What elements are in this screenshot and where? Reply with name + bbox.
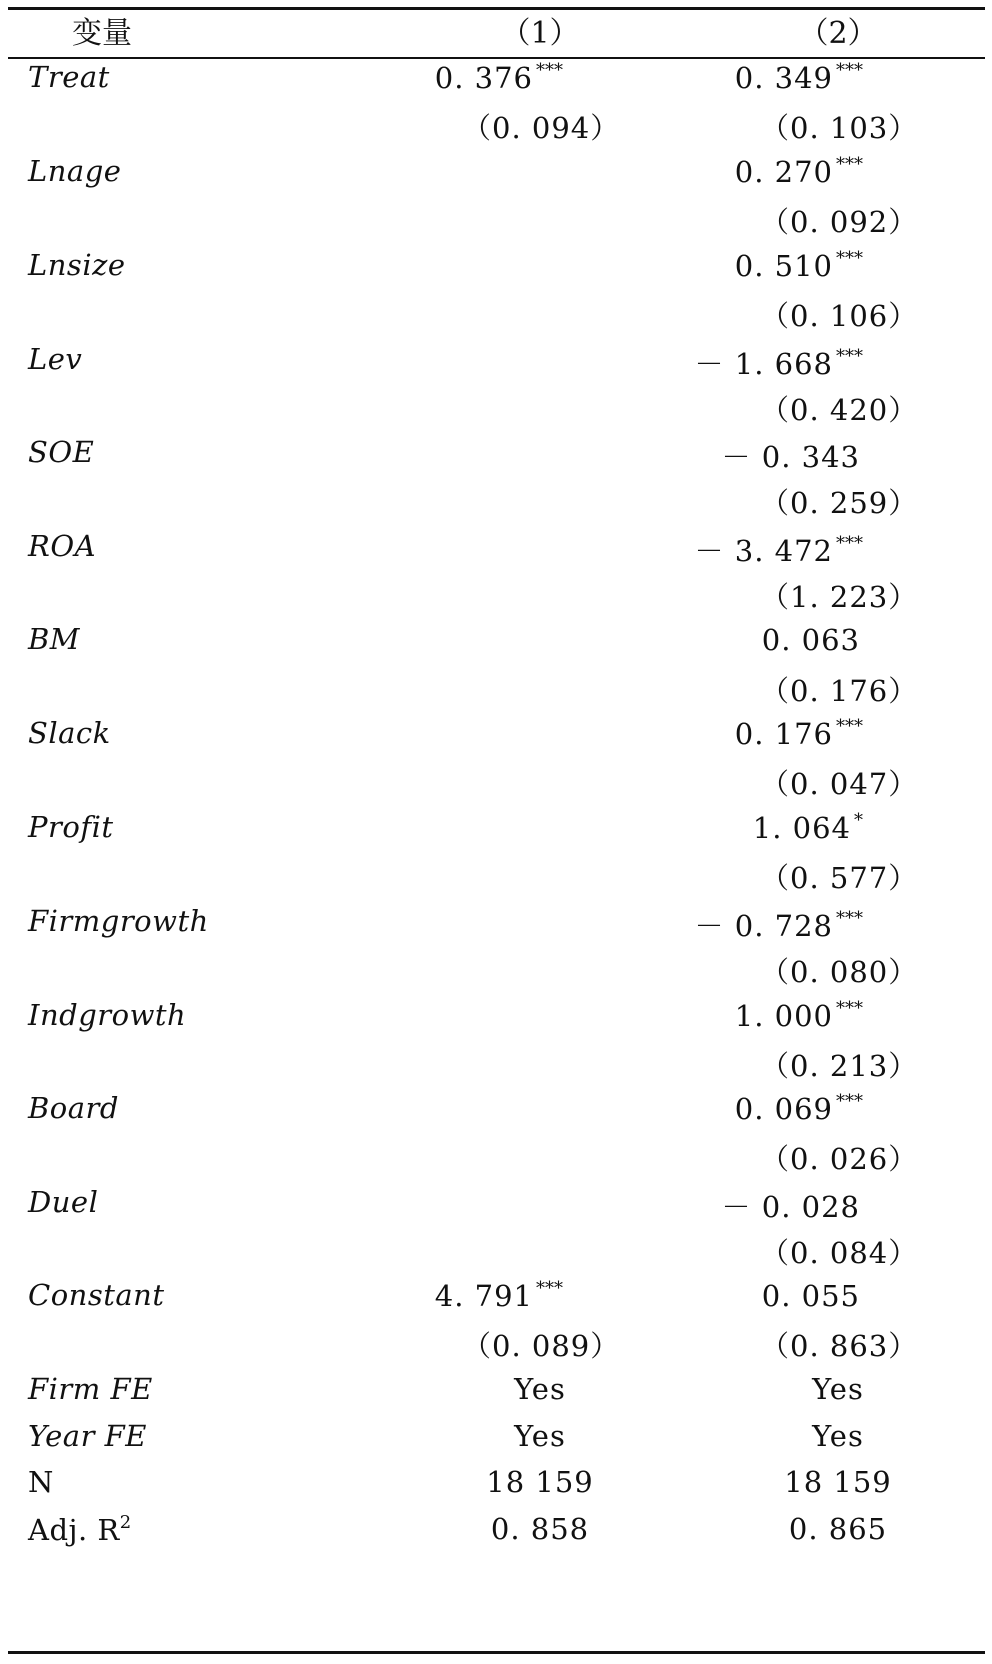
adj-r2-col-2: 0. 865 [788,1512,888,1546]
coef-col-2: 0. 069 *** [734,1091,863,1126]
header-col-1: （1） [500,16,580,51]
row-label: BM [28,622,81,656]
table-row-se [0,669,992,719]
table-row [0,529,992,579]
coef-col-2: 1. 000 *** [734,998,863,1033]
table-header-rule [8,57,985,59]
se-col-2: （0. 213） [760,1049,919,1083]
row-label: Year FE [28,1419,147,1453]
se-col-2: （0. 106） [760,299,919,333]
row-label: SOE [28,435,95,469]
table-row-se [0,856,992,906]
year-fe-col-1: Yes [514,1419,566,1453]
coef-col-2: － 0. 728 *** [694,908,863,943]
row-label: ROA [28,529,97,563]
coef-col-2: 0. 270 *** [734,154,863,189]
se-col-1: （0. 094） [462,111,621,145]
row-label: Profit [28,810,114,844]
coef-col-1: 0. 376 *** [434,60,563,95]
table-row-n [0,1465,992,1515]
row-label: Firmgrowth [28,904,209,938]
n-col-1: 18 159 [486,1465,594,1499]
year-fe-col-2: Yes [812,1419,864,1453]
row-label: Duel [28,1185,99,1219]
table-row-se [0,575,992,625]
table-row [0,342,992,392]
table-row-se [0,762,992,812]
table-row [0,1091,992,1141]
coef-col-2: － 3. 472 *** [694,533,863,568]
table-row-se [0,1231,992,1281]
se-col-2: （0. 103） [760,111,919,145]
table-row-se [0,388,992,438]
coef-col-2: － 0. 343 [721,440,860,474]
se-col-1: （0. 089） [462,1329,621,1363]
table-row [0,435,992,485]
coef-col-1: 4. 791 *** [434,1278,563,1313]
table-row-se [0,1044,992,1094]
row-label: Lnsize [28,248,126,282]
table-row-year-fe [0,1419,992,1469]
se-col-2: （0. 092） [760,205,919,239]
se-col-2: （0. 176） [760,674,919,708]
table-row [0,904,992,954]
row-label: Lev [28,342,83,376]
table-row-se [0,950,992,1000]
table-row-se [0,200,992,250]
se-col-2: （0. 577） [760,861,919,895]
coef-col-2: 0. 349 *** [734,60,863,95]
row-label: Lnage [28,154,122,188]
row-label: Slack [28,716,111,750]
table-row-se [0,1324,992,1374]
header-col-2: （2） [798,16,878,51]
coef-col-2: 0. 176 *** [734,716,863,751]
se-col-2: （0. 047） [760,767,919,801]
row-label: Treat [28,60,110,94]
row-label: Board [28,1091,119,1125]
coef-col-2: 0. 055 [761,1279,860,1313]
table-row [0,60,992,110]
firm-fe-col-2: Yes [812,1372,864,1406]
adj-r2-col-1: 0. 858 [490,1512,590,1546]
coef-col-2: － 0. 028 [721,1190,860,1224]
se-col-2: （0. 863） [760,1329,919,1363]
se-col-2: （0. 084） [760,1236,919,1270]
row-label: Indgrowth [28,998,187,1032]
table-row [0,1185,992,1235]
se-col-2: （0. 080） [760,955,919,989]
row-label: Adj. $R^2$ [28,1512,132,1547]
coef-col-2: 0. 063 [761,623,860,657]
firm-fe-col-1: Yes [514,1372,566,1406]
table-row [0,154,992,204]
table-bottom-rule [8,1651,985,1654]
n-col-2: 18 159 [784,1465,892,1499]
table-row-se [0,1137,992,1187]
table-row-se [0,481,992,531]
table-top-rule [8,7,985,10]
row-label: Firm FE [28,1372,153,1406]
coef-col-2: 1. 064 * [752,810,863,845]
table-row [0,1278,992,1328]
coef-col-2: 0. 510 *** [734,248,863,283]
se-col-2: （0. 259） [760,486,919,520]
se-col-2: （0. 420） [760,393,919,427]
table-row-adj-r2 [0,1512,992,1562]
coef-col-2: － 1. 668 *** [694,346,863,381]
table-row [0,622,992,672]
header-variable: 变量 [72,16,132,51]
table-row [0,810,992,860]
se-col-2: （0. 026） [760,1142,919,1176]
table-row [0,716,992,766]
table-row-se [0,294,992,344]
table-row [0,998,992,1048]
se-col-2: （1. 223） [760,580,919,614]
row-label: Constant [28,1278,165,1312]
table-row-se [0,106,992,156]
table-row-firm-fe [0,1372,992,1422]
row-label: N [28,1465,54,1499]
table-row [0,248,992,298]
